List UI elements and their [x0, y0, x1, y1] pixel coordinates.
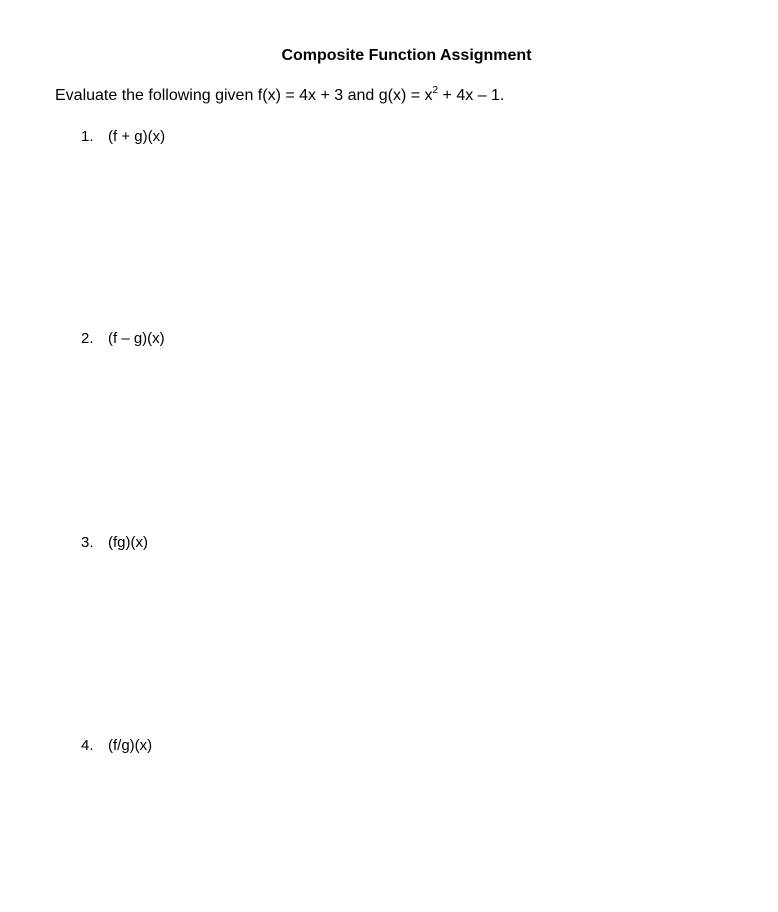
problem-number: 3. — [81, 534, 94, 551]
instructions — [55, 86, 504, 106]
problem-number: 2. — [81, 330, 94, 347]
problem-expression: (fg)(x) — [108, 534, 148, 551]
problem-4 — [81, 736, 152, 756]
problem-expression: (f – g)(x) — [108, 330, 165, 347]
problem-expression: (f + g)(x) — [108, 128, 166, 145]
exponent-superscript: 2 — [432, 84, 439, 96]
problem-1 — [81, 127, 165, 147]
problem-3 — [81, 533, 148, 553]
problem-2 — [81, 329, 165, 349]
worksheet-title: Composite Function Assignment — [281, 47, 532, 64]
problem-expression: (f/g)(x) — [108, 737, 153, 754]
instructions-suffix: + 4x – 1. — [438, 87, 505, 104]
problem-number: 1. — [81, 128, 94, 145]
instructions-prefix: Evaluate the following given f(x) = 4x + 3 and g(x) = x — [55, 87, 433, 104]
problem-number: 4. — [81, 737, 94, 754]
